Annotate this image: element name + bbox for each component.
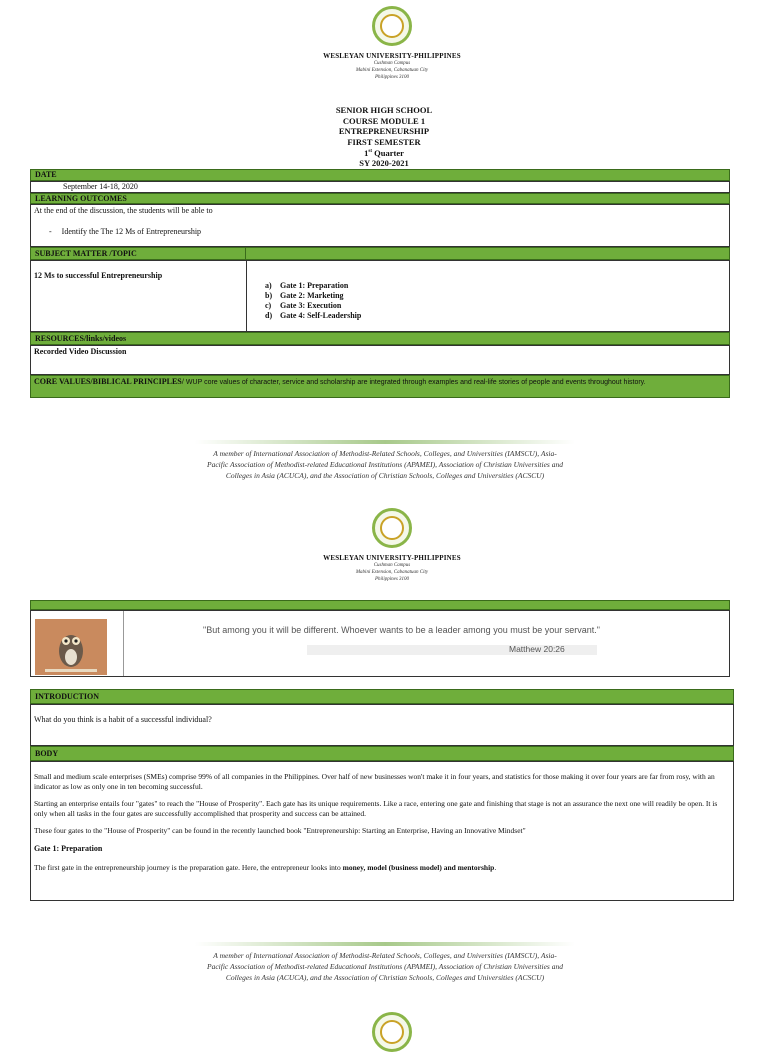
subject-header: SUBJECT MATTER /TOPIC xyxy=(30,247,730,260)
gate1-heading: Gate 1: Preparation xyxy=(34,844,103,853)
outcomes-box xyxy=(30,204,730,247)
introduction-box xyxy=(30,704,734,746)
resources-header: RESOURCES/links/videos xyxy=(30,332,730,345)
footer-membership-2: A member of International Association of Methodist-Related Schools, Colleges, and Universities (IAMSCU), Asia- Pacific Association of Methodist-related Educational Institutions (APAMEI), Association of Christian Universities and Colleges in Asia (ACUCA), and the Association of Christian Schools, Colleges and Universities (ACSCU) xyxy=(160,942,610,983)
body-paragraph: The first gate in the entrepreneurship journey is the preparation gate. Here, the entrepreneur looks into money, model (business model) and mentorship. xyxy=(34,863,497,872)
university-seal-icon xyxy=(372,508,412,548)
gate-item: c) Gate 3: Execution xyxy=(265,301,342,310)
body-paragraph: Small and medium scale enterprises (SMEs) comprise 99% of all companies in the Philippines. Over half of new businesses won't make it in four years, and statistics for those making it over four years are far from rosy, with an indicator as low as only one in ten becoming successful. xyxy=(34,772,715,791)
quote-header xyxy=(30,600,730,610)
introduction-question: What do you think is a habit of a successful individual? xyxy=(34,715,212,724)
campus: Cushman Campus xyxy=(373,61,411,66)
outcomes-header: LEARNING OUTCOMES xyxy=(30,193,730,204)
subject-box xyxy=(30,260,730,332)
owl-icon xyxy=(35,619,107,675)
outcomes-intro: At the end of the discussion, the students will be able to xyxy=(34,206,213,215)
body-paragraph: These four gates to the "House of Prosperity" can be found in the recently launched book "Entrepreneurship: Starting an Enterprise, Having an Innovative Mindset" xyxy=(34,826,526,835)
resources-box xyxy=(30,345,730,375)
body-box xyxy=(30,761,734,901)
university-seal-icon xyxy=(372,6,412,46)
footer-membership: A member of International Association of Methodist-Related Schools, Colleges, and Universities (IAMSCU), Asia- Pacific Association of Methodist-related Educational Institutions (APAMEI), Association of Christian Universities and Colleges in Asia (ACUCA), and the Association of Christian Schools, Colleges and Universities (ACSCU) xyxy=(160,440,610,481)
university-header-2: WESLEYAN UNIVERSITY-PHILIPPINES Cushman Campus Mabini Extension, Cabanatuan City Philippines 3100 xyxy=(200,508,584,583)
subject-topic: 12 Ms to successful Entrepreneurship xyxy=(34,271,163,280)
date-header: DATE xyxy=(30,169,730,181)
gate-item: d) Gate 4: Self-Leadership xyxy=(265,311,362,320)
outcomes-item: - Identify the The 12 Ms of Entrepreneurship xyxy=(49,227,202,236)
university-header xyxy=(200,6,584,81)
quote-text: "But among you it will be different. Whoever wants to be a leader among you must be your servant." xyxy=(203,625,600,635)
gate-item: a) Gate 1: Preparation xyxy=(265,281,349,290)
resources-value: Recorded Video Discussion xyxy=(34,347,127,356)
university-seal-icon xyxy=(372,1012,412,1052)
core-values: CORE VALUES/BIBLICAL PRINCIPLES/ WUP core values of character, service and scholarship are integrated through examples and real-life stories of people and events throughout history. xyxy=(30,375,730,398)
introduction-header: INTRODUCTION xyxy=(30,689,734,704)
date-value: September 14-18, 2020 xyxy=(63,182,138,191)
quote-box xyxy=(30,610,730,677)
gate-item: b) Gate 2: Marketing xyxy=(265,291,344,300)
country: Philippines 3100 xyxy=(374,75,410,80)
quote-source: Matthew 20:26 xyxy=(509,644,565,654)
address: Mabini Extension, Cabanatuan City xyxy=(355,68,429,73)
gates-list xyxy=(265,281,361,321)
date-row xyxy=(30,181,730,193)
module-title: SENIOR HIGH SCHOOL COURSE MODULE 1 ENTREPRENEURSHIP FIRST SEMESTER 1st Quarter SY 2020-2021 xyxy=(335,105,433,169)
university-name: WESLEYAN UNIVERSITY-PHILIPPINES xyxy=(323,52,461,60)
body-header: BODY xyxy=(30,746,734,761)
body-paragraph: Starting an enterprise entails four "gates" to reach the "House of Prosperity". Each gate has its unique requirements. Like a race, entering one gate and finishing that stage is not an assurance the next one will readily be open. It is only when all tasks in the four gates are successfully accomplished that prosperity and success can be attained. xyxy=(34,799,718,818)
